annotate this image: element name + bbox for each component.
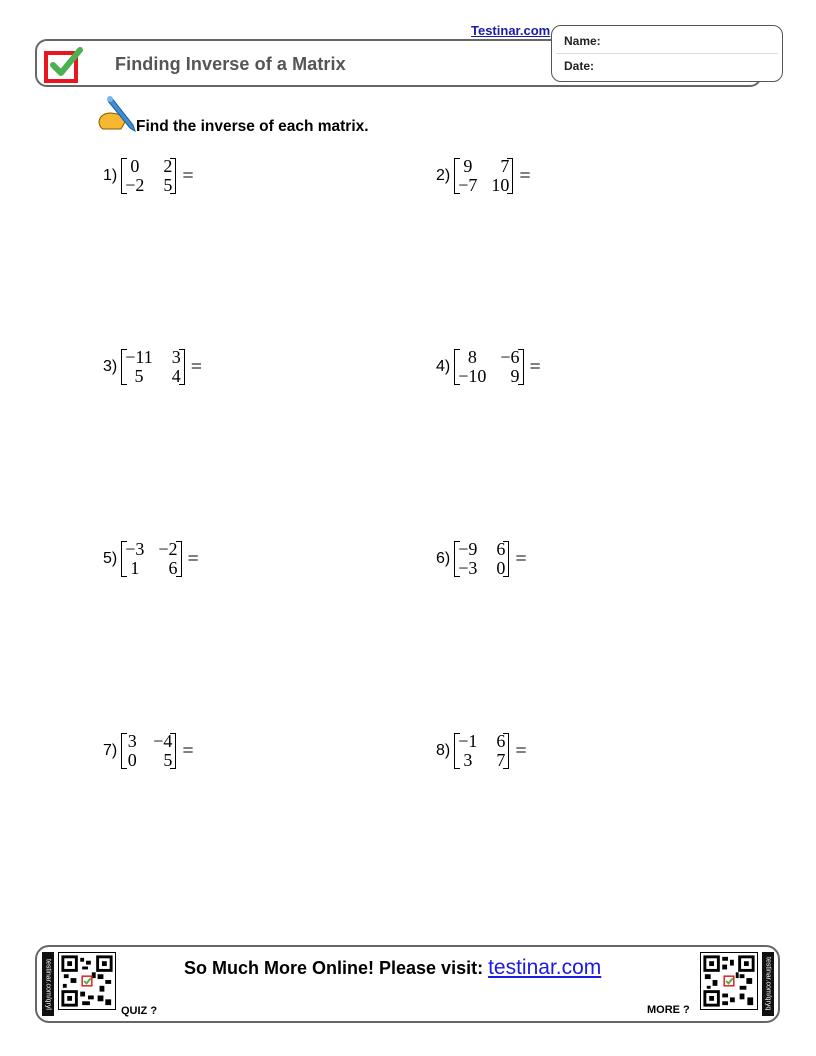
matrix-cell: −3 [125,539,145,559]
problem-4 [436,345,541,389]
equals-sign: = [187,547,199,570]
problem-7 [103,729,194,773]
matrix-cell: 0 [130,156,140,176]
matrix [121,732,176,770]
equals-sign: = [529,355,541,378]
matrix-cell: −1 [458,731,478,751]
problem-8 [436,729,527,773]
matrix-cell: 6 [496,731,506,751]
matrix-cell: 0 [496,558,506,578]
matrix-cell: −4 [153,731,173,751]
matrix-cell: 5 [163,750,173,770]
checkbox-check-icon [44,45,84,83]
right-url-strip: testinar.com/qryq [762,952,774,1016]
matrix-cell: 9 [463,156,473,176]
matrix-cell: 1 [130,558,140,578]
problem-number: 2) [436,167,451,184]
matrix-cell: −11 [125,347,153,367]
matrix-cell: 8 [467,347,477,367]
matrix [454,732,509,770]
problem-number: 1) [103,167,118,184]
page-title: Finding Inverse of a Matrix [115,54,346,74]
name-label: Name: [564,34,601,48]
left-url-strip: testinar.com/qryl [42,952,54,1016]
matrix-cell: −2 [125,175,145,195]
matrix-cell: −9 [458,539,478,559]
instruction-text: Find the inverse of each matrix. [136,118,369,135]
matrix [454,348,523,386]
problem-5 [103,537,199,581]
matrix [121,540,181,578]
matrix-cell: −6 [500,347,520,367]
matrix-cell: 10 [491,175,510,195]
problem-3 [103,345,202,389]
equals-sign: = [515,547,527,570]
quiz-qr-code-icon[interactable] [58,952,116,1010]
matrix-cell: −10 [458,366,487,386]
divider [556,53,778,54]
matrix-cell: 6 [168,558,178,578]
matrix-cell: 3 [127,731,137,751]
matrix-cell: 7 [500,156,510,176]
matrix-cell: −3 [458,558,478,578]
problem-6 [436,537,527,581]
footer-text [184,956,601,980]
more-label: MORE ? [647,1004,690,1016]
matrix-cell: 6 [496,539,506,559]
testinar-link[interactable]: Testinar.com [471,23,551,38]
problem-number: 3) [103,358,118,375]
matrix-cell: 5 [134,366,144,386]
date-label: Date: [564,59,595,73]
problem-number: 4) [436,358,451,375]
problem-2 [436,154,531,198]
matrix [454,540,509,578]
matrix-cell: 0 [127,750,137,770]
matrix-cell: 5 [163,175,173,195]
matrix [121,348,184,386]
equals-sign: = [182,739,194,762]
problem-1 [103,154,194,198]
matrix-cell: 3 [463,750,473,770]
problem-number: 7) [103,742,118,759]
problem-number: 5) [103,550,118,567]
footer-message: So Much More Online! Please visit: [184,958,489,978]
matrix-cell: −2 [158,539,178,559]
matrix-cell: 4 [171,366,181,386]
matrix-cell: 2 [163,156,173,176]
problem-number: 8) [436,742,451,759]
matrix-cell: 9 [510,366,520,386]
matrix [454,157,513,195]
equals-sign: = [515,739,527,762]
quiz-label: QUIZ ? [121,1005,158,1017]
name-date-box [551,25,783,82]
footer-testinar-link[interactable]: testinar.com [488,956,602,979]
writing-hand-icon [97,95,139,133]
more-qr-code-icon[interactable] [700,952,758,1010]
matrix-cell: 7 [496,750,506,770]
matrix-cell: −7 [458,175,478,195]
equals-sign: = [182,164,194,187]
problem-number: 6) [436,550,451,567]
equals-sign: = [190,355,202,378]
equals-sign: = [519,164,531,187]
matrix [121,157,176,195]
matrix-cell: 3 [171,347,181,367]
